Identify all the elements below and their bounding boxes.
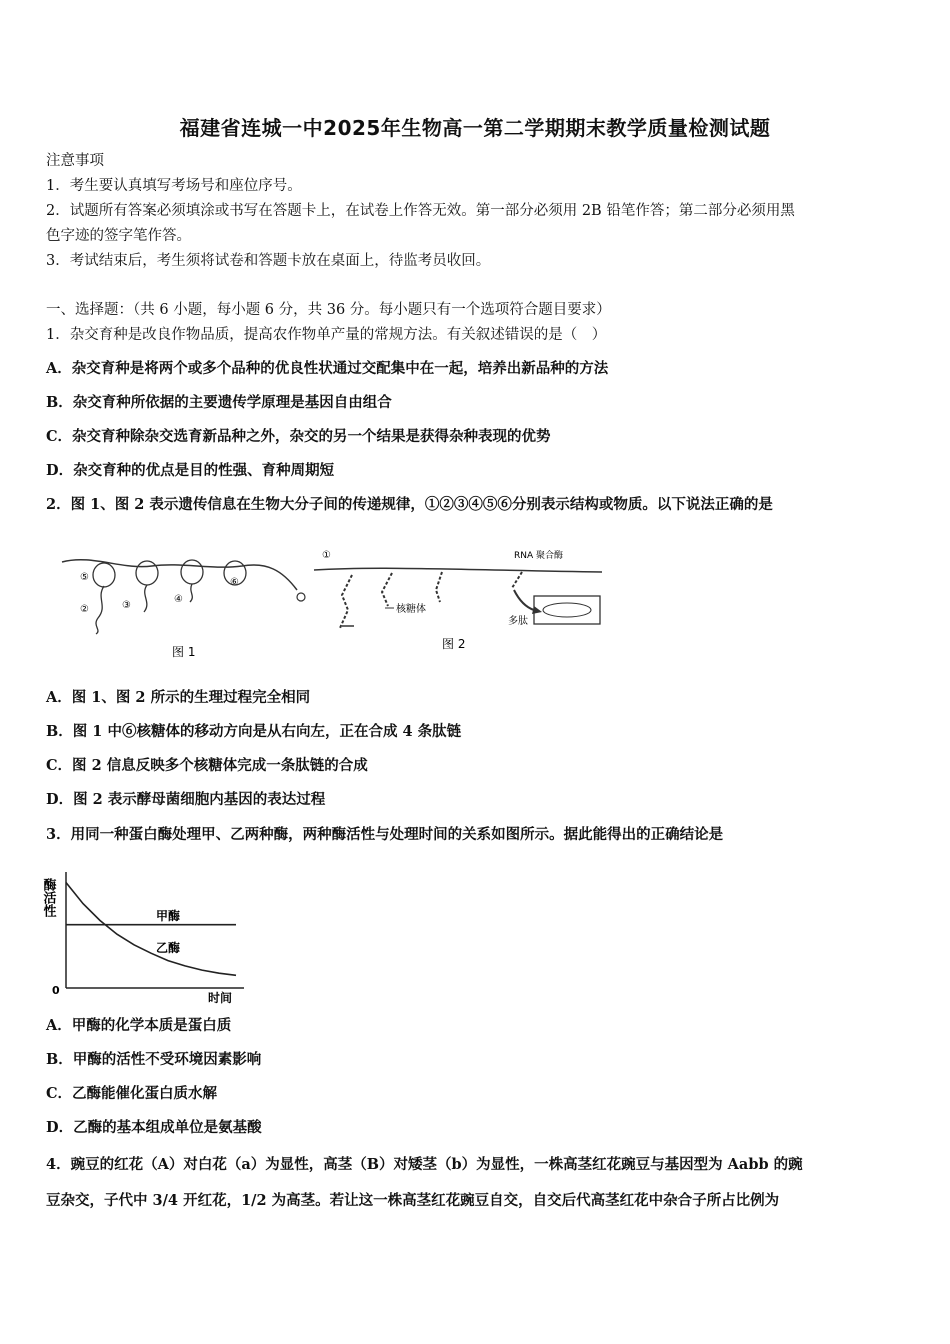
ribosome-shape <box>181 560 203 584</box>
question-2-stem: 2．图 1、图 2 表示遗传信息在生物大分子间的传递规律，①②③④⑤⑥分别表示结构或物质。以下说法正确的是 <box>46 496 773 513</box>
polypeptide-label: 多肽 <box>508 616 528 627</box>
notice-item: 3．考试结束后，考生须将试卷和答题卡放在桌面上，待监考员收回。 <box>46 253 491 269</box>
section-heading: 一、选择题：（共 6 小题，每小题 6 分，共 36 分。每小题只有一个选项符合题目要求） <box>46 302 611 318</box>
marker-4: ④ <box>174 594 183 605</box>
peptide-chain <box>144 585 147 612</box>
marker-2: ② <box>80 604 89 615</box>
polypeptide-box <box>534 596 600 624</box>
marker-3: ③ <box>122 600 131 611</box>
q1-option-b: B．杂交育种所依据的主要遗传学原理是基因自由组合 <box>46 394 392 411</box>
q1-option-d: D．杂交育种的优点是目的性强、育种周期短 <box>46 462 335 479</box>
question-1-stem: 1．杂交育种是改良作物品质，提高农作物单产量的常规方法。有关叙述错误的是（ ） <box>46 327 607 343</box>
question-4-stem-line-1: 4．豌豆的红花（A）对白花（a）为显性，高茎（B）对矮茎（b）为显性，一株高茎红花豌豆与基因型为 Aabb 的豌 <box>46 1156 803 1173</box>
mrna-transcript <box>340 575 352 628</box>
ribosome-shape <box>136 561 158 585</box>
mrna-strand-1 <box>62 560 297 590</box>
mrna-transcript <box>382 573 392 606</box>
q2-option-b: B．图 1 中⑥核糖体的移动方向是从右向左，正在合成 4 条肽链 <box>46 723 462 740</box>
notice-item: 色字迹的签字笔作答。 <box>46 228 191 244</box>
dna-strand <box>314 568 602 572</box>
question-4-stem-line-2: 豆杂交，子代中 3/4 开红花，1/2 为高茎。若让这一株高茎红花豌豆自交，自交后代高茎红花中杂合子所占比例为 <box>46 1192 780 1209</box>
peptide-chain <box>96 586 104 634</box>
enzyme-activity-chart <box>40 862 254 1007</box>
mrna-transcript <box>512 572 522 588</box>
q2-option-c: C．图 2 信息反映多个核糖体完成一条肽链的合成 <box>46 757 368 774</box>
page-title: 福建省连城一中2025年生物高一第二学期期末教学质量检测试题 <box>179 116 771 140</box>
mrna-end <box>297 593 305 601</box>
q3-option-c: C．乙酶能催化蛋白质水解 <box>46 1085 218 1102</box>
q2-option-d: D．图 2 表示酵母菌细胞内基因的表达过程 <box>46 791 326 808</box>
y-axis-label: 酶活性 <box>40 878 56 917</box>
notice-item: 1．考生要认真填写考场号和座位序号。 <box>46 178 302 194</box>
marker-1: ① <box>322 550 331 561</box>
series-label-yi: 乙酶 <box>156 941 181 955</box>
q3-option-b: B．甲酶的活性不受环境因素影响 <box>46 1051 262 1068</box>
ribosome-label: 核糖体 <box>396 604 426 615</box>
figure-2-label: 图 2 <box>442 637 466 651</box>
arrow-curve <box>514 590 534 610</box>
series-line-yi <box>66 883 236 976</box>
polypeptide-shape <box>543 603 591 617</box>
series-label-jia: 甲酶 <box>156 909 181 923</box>
q1-option-c: C．杂交育种除杂交选育新品种之外，杂交的另一个结果是获得杂种表现的优势 <box>46 428 551 445</box>
x-axis-label: 时间 <box>208 991 233 1005</box>
figure-1-label: 图 1 <box>172 645 196 659</box>
q3-option-a: A．甲酶的化学本质是蛋白质 <box>46 1017 232 1034</box>
rna-polymerase-label: RNA 聚合酶 <box>514 551 564 561</box>
mrna-transcript <box>436 572 442 602</box>
origin-label: 0 <box>52 984 60 997</box>
peptide-chain <box>190 584 192 602</box>
q2-option-a: A．图 1、图 2 所示的生理过程完全相同 <box>46 689 311 706</box>
translation-figure <box>52 540 612 670</box>
notice-heading: 注意事项 <box>46 153 104 169</box>
q3-option-d: D．乙酶的基本组成单位是氨基酸 <box>46 1119 262 1136</box>
question-3-stem: 3．用同一种蛋白酶处理甲、乙两种酶，两种酶活性与处理时间的关系如图所示。据此能得出的正确结论是 <box>46 826 724 843</box>
notice-item: 2．试题所有答案必须填涂或书写在答题卡上，在试卷上作答无效。第一部分必须用 2B 铅笔作答；第二部分必须用黑 <box>46 203 795 219</box>
marker-5: ⑤ <box>80 572 89 583</box>
ribosome-shape <box>93 563 115 587</box>
marker-6: ⑥ <box>230 577 239 588</box>
q1-option-a: A．杂交育种是将两个或多个品种的优良性状通过交配集中在一起，培养出新品种的方法 <box>46 360 609 377</box>
